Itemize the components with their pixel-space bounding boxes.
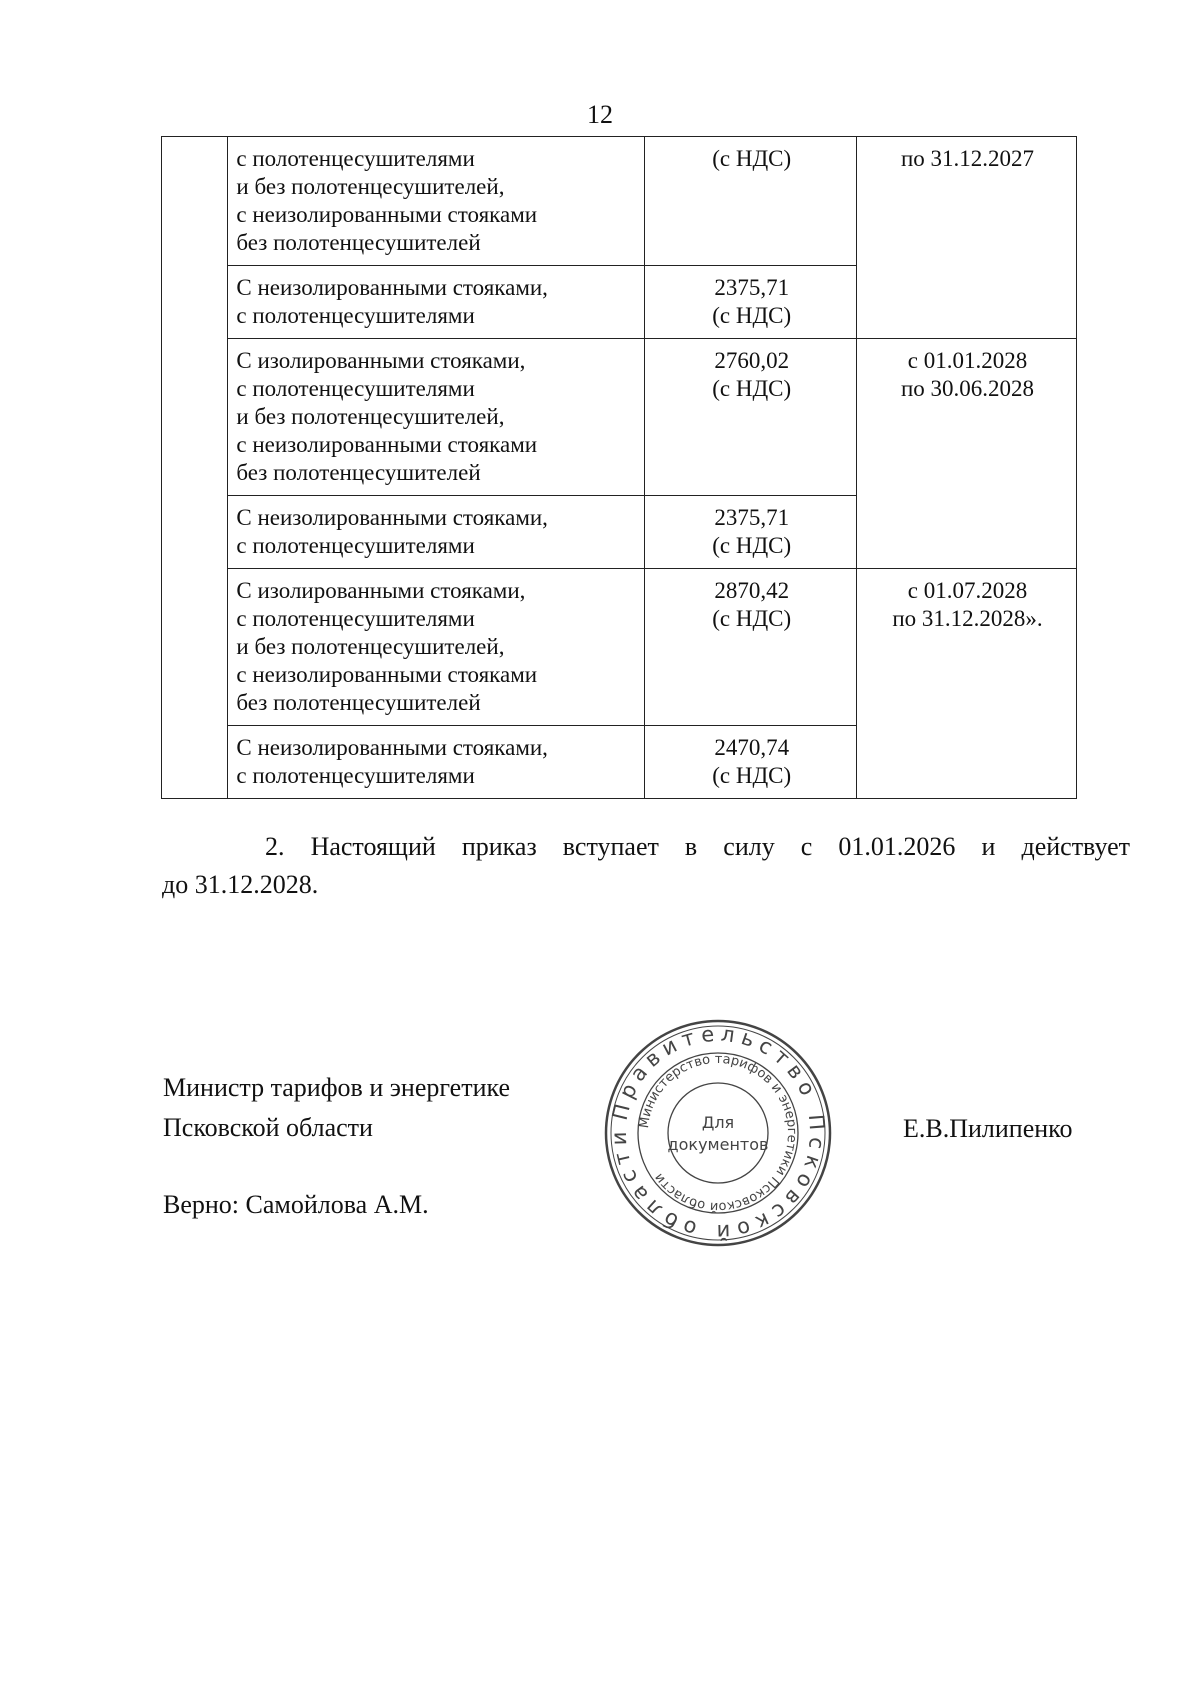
description-cell [228,137,645,266]
description-line: С неизолированными стояками, [236,275,548,300]
description-cell [228,496,645,569]
period-line: по 30.06.2028 [900,376,1035,401]
stamp-center-ring [668,1083,768,1183]
price-value: 2760,02 [714,348,790,373]
period-cell [857,569,1077,799]
description-line: с полотенцесушителями [236,376,475,401]
description-line: с неизолированными стояками [236,202,538,227]
description-line: с полотенцесушителями [236,763,475,788]
signer-name: Е.В.Пилипенко [903,1114,1073,1143]
description-line: С изолированными стояками, [236,578,526,603]
price-vat-note: (с НДС) [712,376,792,401]
period-cell [857,339,1077,569]
stamp-center-line-1: Для [701,1113,735,1132]
price-value: 2375,71 [714,275,790,300]
stamp-center-line-2: документов [667,1135,769,1154]
description-line: С неизолированными стояками, [236,735,548,760]
description-cell [228,266,645,339]
table-row [162,137,1077,266]
price-value: 2870,42 [714,578,790,603]
tariff-table [161,136,1077,799]
description-line: и без полотенцесушителей, [236,174,505,199]
effective-date-paragraph [162,828,1130,904]
period-line: с 01.01.2028 [907,348,1028,373]
description-line: с полотенцесушителями [236,533,475,558]
svg-text:Министерство тарифов и энергет [637,1052,799,1214]
period-line: с 01.07.2028 [907,578,1028,603]
description-line: без полотенцесушителей [236,460,481,485]
signatory-position [163,1068,510,1148]
period-line: по 31.12.2028». [892,606,1043,631]
empty-left-cell [162,137,228,799]
price-vat-note: (с НДС) [712,303,792,328]
price-value: 2470,74 [714,735,790,760]
description-line: с неизолированными стояками [236,662,538,687]
price-cell [645,569,857,726]
position-line: Министр тарифов и энергетике [163,1073,511,1102]
price-vat-note: (с НДС) [712,763,792,788]
description-line: с полотенцесушителями [236,146,475,171]
description-line: с полотенцесушителями [236,303,475,328]
price-value: 2375,71 [714,505,790,530]
description-line: и без полотенцесушителей, [236,634,505,659]
position-line: Псковской области [163,1113,373,1142]
price-vat-note: (с НДС) [712,146,792,171]
official-stamp [603,1018,833,1248]
description-cell [228,569,645,726]
description-line: и без полотенцесушителей, [236,404,505,429]
price-cell [645,496,857,569]
description-line: с полотенцесушителями [236,606,475,631]
price-cell [645,137,857,266]
stamp-outer-text: Правительство Псковской области [606,1021,830,1245]
paragraph-line-1: 2. Настоящий приказ вступает в силу с 01.01.2026 и действует [265,832,1130,861]
page-number: 12 [587,100,613,129]
price-vat-note: (с НДС) [712,533,792,558]
description-line: без полотенцесушителей [236,690,481,715]
period-cell [857,137,1077,339]
description-line: без полотенцесушителей [236,230,481,255]
price-vat-note: (с НДС) [712,606,792,631]
stamp-inner-text: Министерство тарифов и энергетики Псковской области [637,1051,800,1215]
price-cell [645,266,857,339]
description-cell [228,726,645,799]
table-row [162,339,1077,496]
verified-by: Верно: Самойлова А.М. [163,1190,429,1219]
price-cell [645,726,857,799]
period-line: по 31.12.2027 [900,146,1035,171]
description-line: с неизолированными стояками [236,432,538,457]
price-cell [645,339,857,496]
description-line: С неизолированными стояками, [236,505,548,530]
description-line: С изолированными стояками, [236,348,526,373]
paragraph-line-2: до 31.12.2028. [162,870,319,899]
table-row [162,569,1077,726]
description-cell [228,339,645,496]
